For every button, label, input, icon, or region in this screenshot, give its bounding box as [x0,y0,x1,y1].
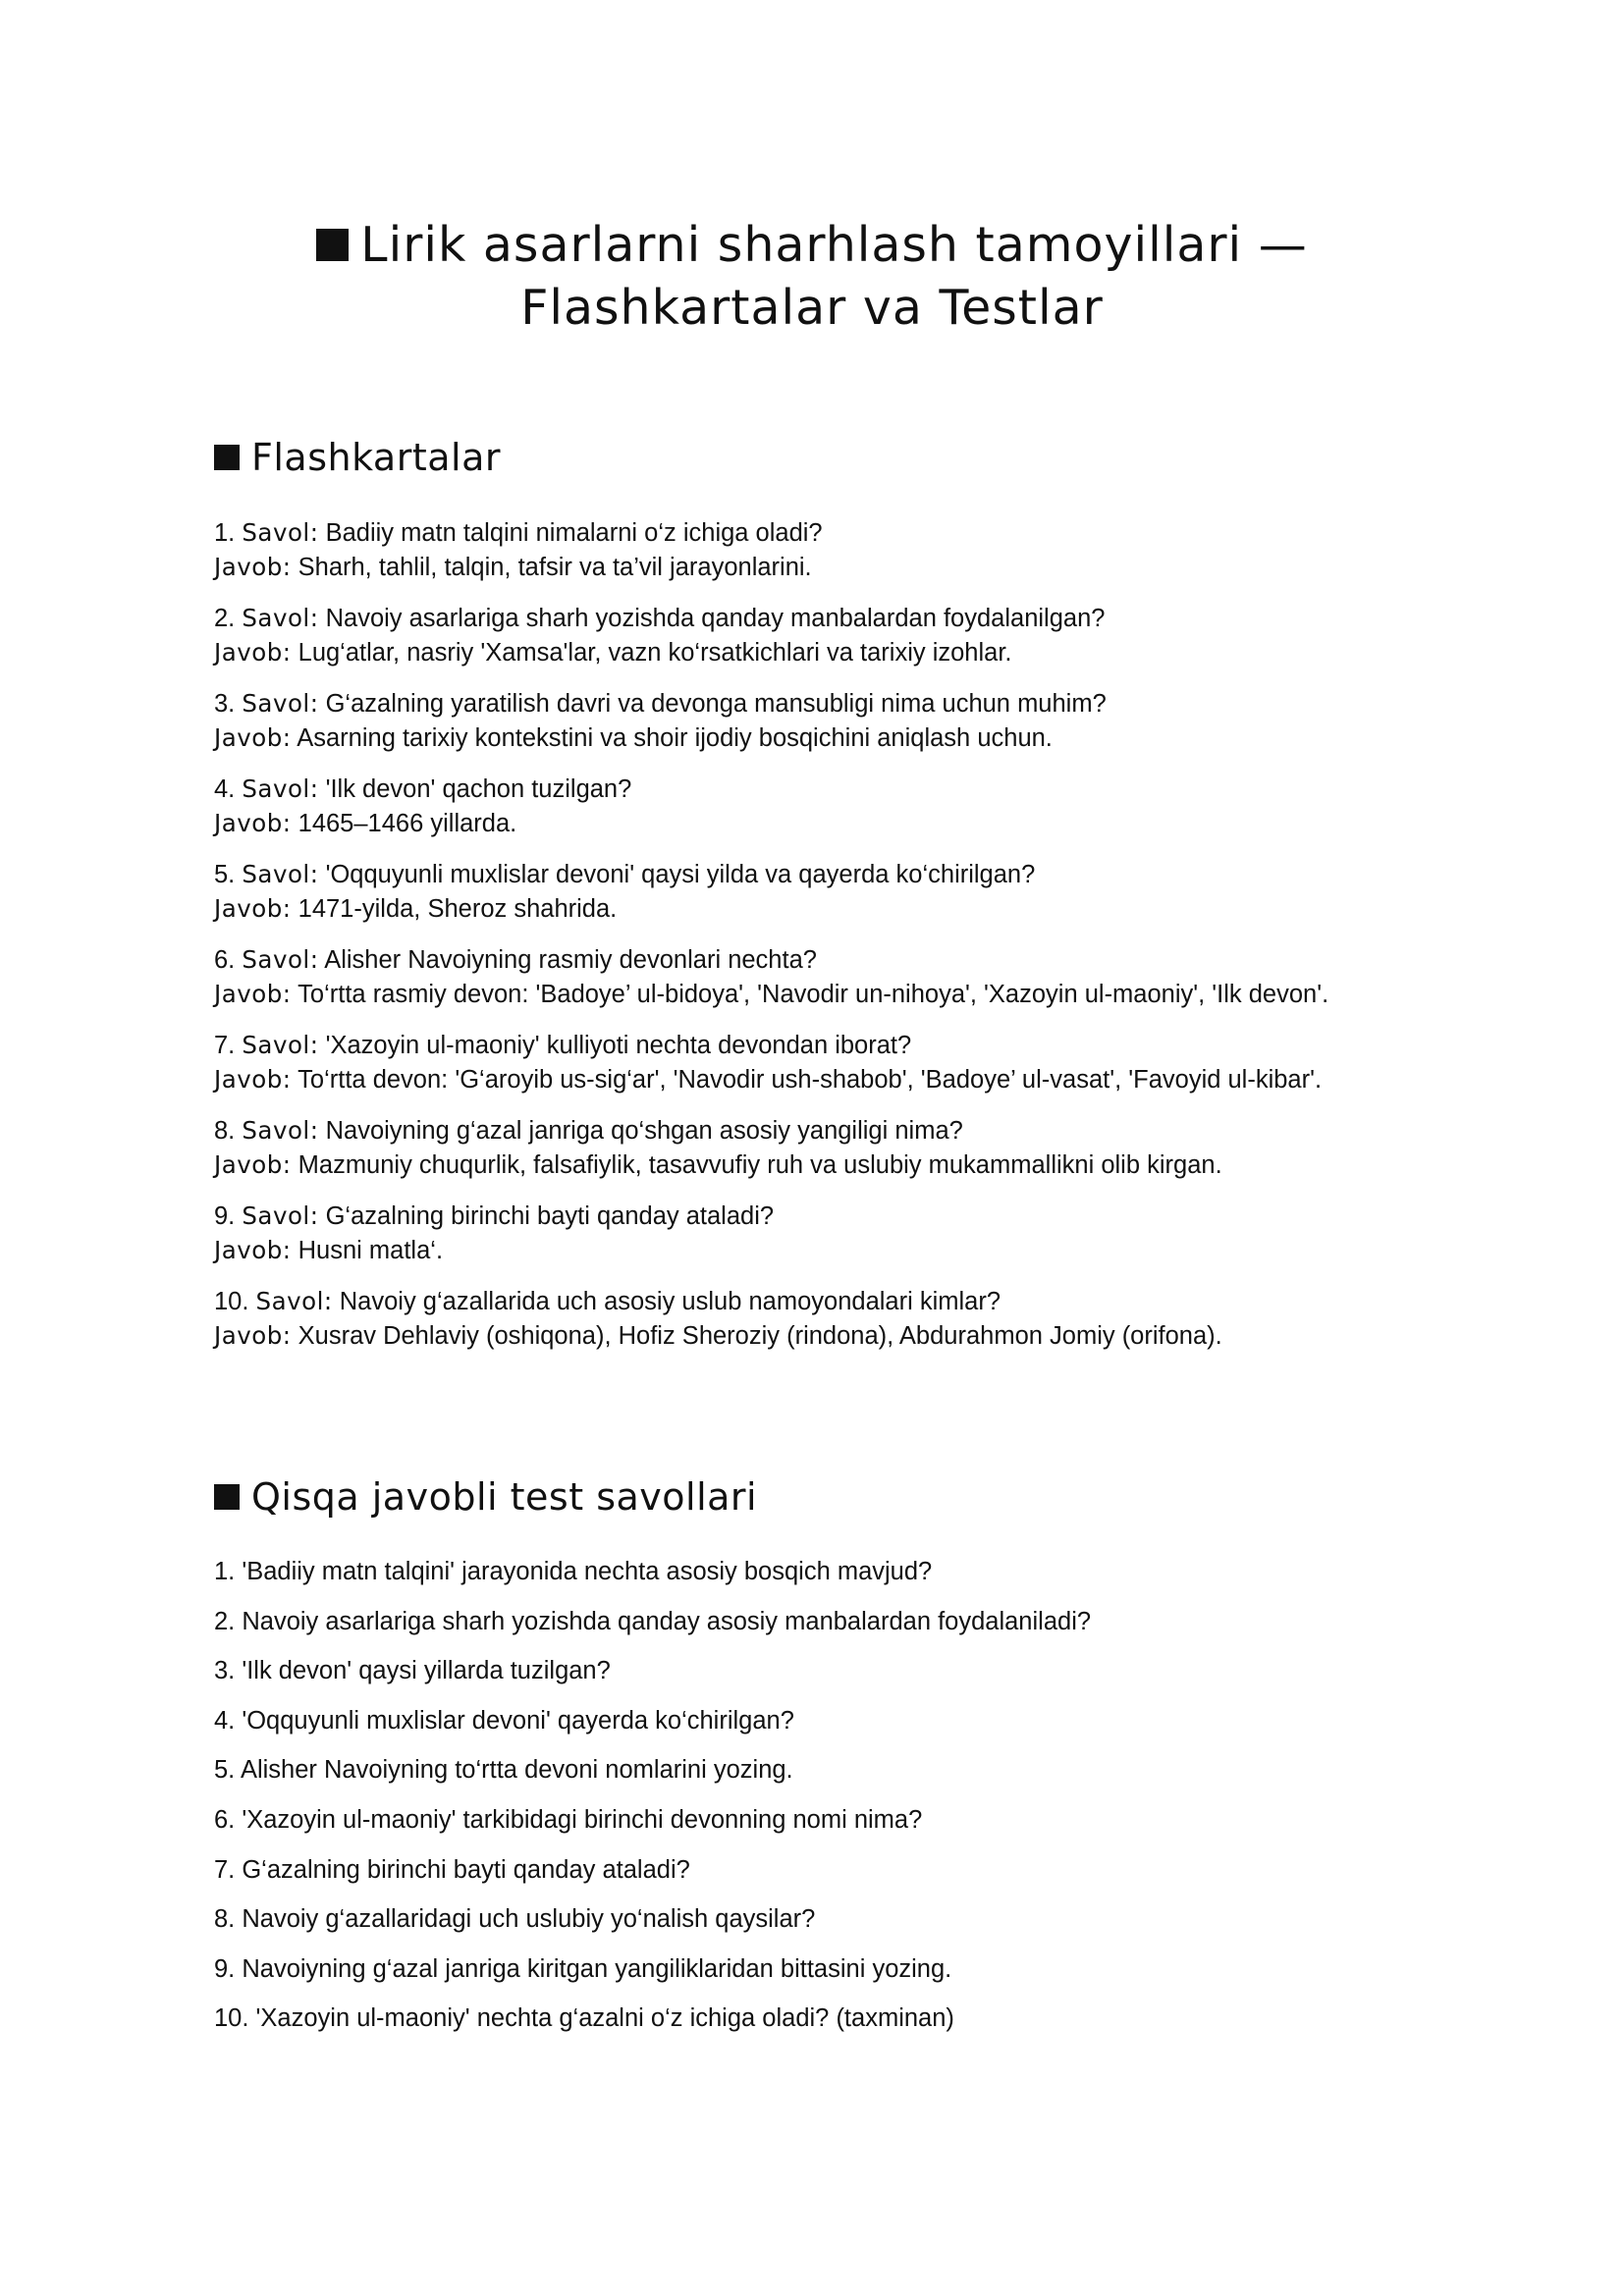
question-text: G‘azalning yaratilish davri va devonga mansubligi nima uchun muhim? [325,690,1107,718]
flashcard [214,773,1392,840]
answer-label: Javob: [214,1235,292,1264]
question-label: Savol: [242,945,319,974]
answer-line [214,807,1392,841]
answer-label: Javob: [214,979,292,1008]
tests-heading-text: Qisqa javobli test savollari [251,1475,758,1519]
answer-line [214,721,1392,756]
question-line [214,943,1392,978]
test-question: 6. 'Xazoyin ul-maoniy' tarkibidagi birinchi devonning nomi nima? [214,1805,923,1834]
test-question: 3. 'Ilk devon' qaysi yillarda tuzilgan? [214,1657,611,1685]
card-number: 2. [214,605,236,632]
question-line [214,1285,1392,1319]
answer-line [214,1319,1392,1354]
flashcards-heading-text: Flashkartalar [251,436,501,479]
answer-line [214,978,1392,1012]
flashcard [214,602,1392,669]
answer-label: Javob: [214,808,292,837]
question-label: Savol: [242,1116,319,1145]
square-bullet-icon [214,445,240,470]
question-label: Savol: [242,774,319,803]
question-line [214,858,1392,892]
title-text-1: Lirik asarlarni sharhlash tamoyillari — [360,217,1308,273]
test-question: 10. 'Xazoyin ul-maoniy' nechta g‘azalni o‘z ichiga oladi? (taxminan) [214,2004,954,2033]
square-bullet-icon [214,1484,240,1510]
card-number: 3. [214,690,236,718]
question-line [214,1114,1392,1148]
answer-text: Xusrav Dehlaviy (oshiqona), Hofiz Sheroziy (rindona), Abdurahmon Jomiy (orifona). [298,1321,1222,1350]
answer-line [214,1234,1392,1268]
answer-line [214,1063,1392,1097]
answer-line [214,892,1392,927]
square-bullet-icon [316,229,349,261]
flashcard [214,516,1392,584]
test-question: 2. Navoiy asarlariga sharh yozishda qanday asosiy manbalardan foydalaniladi? [214,1607,1092,1635]
card-number: 1. [214,519,236,547]
question-label: Savol: [242,1201,319,1230]
answer-text: Asarning tarixiy kontekstini va shoir ijodiy bosqichini aniqlash uchun. [297,723,1053,752]
question-text: Alisher Navoiyning rasmiy devonlari nechta? [324,946,817,974]
answer-text: Lug‘atlar, nasriy 'Xamsa'lar, vazn ko‘rsatkichlari va tarixiy izohlar. [298,638,1012,667]
card-number: 5. [214,861,236,888]
question-label: Savol: [242,860,319,888]
answer-line [214,636,1392,670]
answer-text: 1465–1466 yillarda. [298,809,517,837]
answer-text: 1471-yilda, Sheroz shahrida. [298,894,618,923]
question-label: Savol: [255,1287,333,1315]
question-line [214,687,1392,721]
answer-label: Javob: [214,893,292,923]
title-line-1 [295,214,1329,277]
card-number: 10. [214,1288,249,1315]
question-line [214,1200,1392,1234]
question-label: Savol: [242,1031,319,1059]
test-question: 8. Navoiy g‘azallaridagi uch uslubiy yo‘nalish qaysilar? [214,1905,816,1934]
question-text: Badiiy matn talqini nimalarni o‘z ichiga oladi? [325,519,823,547]
flashcard [214,1200,1392,1267]
question-text: 'Oqquyunli muxlislar devoni' qaysi yilda va qayerda ko‘chirilgan? [325,861,1036,888]
question-line [214,516,1392,551]
flashcard [214,943,1392,1011]
test-question: 9. Navoiyning g‘azal janriga kiritgan yangiliklaridan bittasini yozing. [214,1954,952,1983]
test-question: 7. G‘azalning birinchi bayti qanday ataladi? [214,1855,690,1884]
card-number: 6. [214,946,236,974]
question-text: Navoiy asarlariga sharh yozishda qanday manbalardan foydalanilgan? [325,605,1106,632]
answer-text: Sharh, tahlil, talqin, tafsir va ta’vil jarayonlarini. [298,553,812,581]
flashcard [214,1114,1392,1182]
answer-label: Javob: [214,1320,292,1350]
answer-label: Javob: [214,637,292,667]
answer-label: Javob: [214,552,292,581]
answer-line [214,551,1392,585]
flashcard-list [214,516,1392,1370]
question-text: 'Ilk devon' qachon tuzilgan? [325,775,632,803]
flashcard [214,1029,1392,1096]
question-text: 'Xazoyin ul-maoniy' kulliyoti nechta devondan iborat? [325,1032,912,1059]
answer-text: To‘rtta rasmiy devon: 'Badoye’ ul-bidoya', 'Navodir un-nihoya', 'Xazoyin ul-maoniy', 'Ilk devon'. [298,980,1329,1008]
question-label: Savol: [242,604,319,632]
test-question: 1. 'Badiiy matn talqini' jarayonida nechta asosiy bosqich mavjud? [214,1558,933,1585]
question-label: Savol: [242,689,319,718]
flashcard [214,858,1392,926]
test-question-list [214,1556,1392,2053]
answer-text: Husni matla‘. [298,1236,444,1264]
card-number: 9. [214,1202,236,1230]
question-text: Navoiy g‘azallarida uch asosiy uslub namoyondalari kimlar? [339,1288,1001,1315]
flashcard [214,1285,1392,1353]
card-number: 4. [214,775,236,803]
flashcard [214,687,1392,755]
question-line [214,1029,1392,1063]
document-title [295,214,1329,340]
answer-text: To‘rtta devon: 'G‘aroyib us-sig‘ar', 'Navodir ush-shabob', 'Badoye’ ul-vasat', 'Favoyid ul-kibar'. [298,1065,1323,1094]
question-line [214,773,1392,807]
test-question: 5. Alisher Navoiyning to‘rtta devoni nomlarini yozing. [214,1756,793,1785]
answer-label: Javob: [214,722,292,752]
card-number: 8. [214,1117,236,1145]
answer-text: Mazmuniy chuqurlik, falsafiylik, tasavvufiy ruh va uslubiy mukammallikni olib kirgan. [298,1150,1222,1179]
question-line [214,602,1392,636]
answer-label: Javob: [214,1064,292,1094]
question-text: Navoiyning g‘azal janriga qo‘shgan asosiy yangiligi nima? [325,1117,963,1145]
answer-line [214,1148,1392,1183]
card-number: 7. [214,1032,236,1059]
question-label: Savol: [242,518,319,547]
test-question: 4. 'Oqquyunli muxlislar devoni' qayerda ko‘chirilgan? [214,1706,794,1735]
answer-label: Javob: [214,1149,292,1179]
tests-heading [214,1473,757,1521]
title-line-2: Flashkartalar va Testlar [520,280,1104,336]
flashcards-heading [214,434,501,481]
question-text: G‘azalning birinchi bayti qanday ataladi? [325,1202,775,1230]
